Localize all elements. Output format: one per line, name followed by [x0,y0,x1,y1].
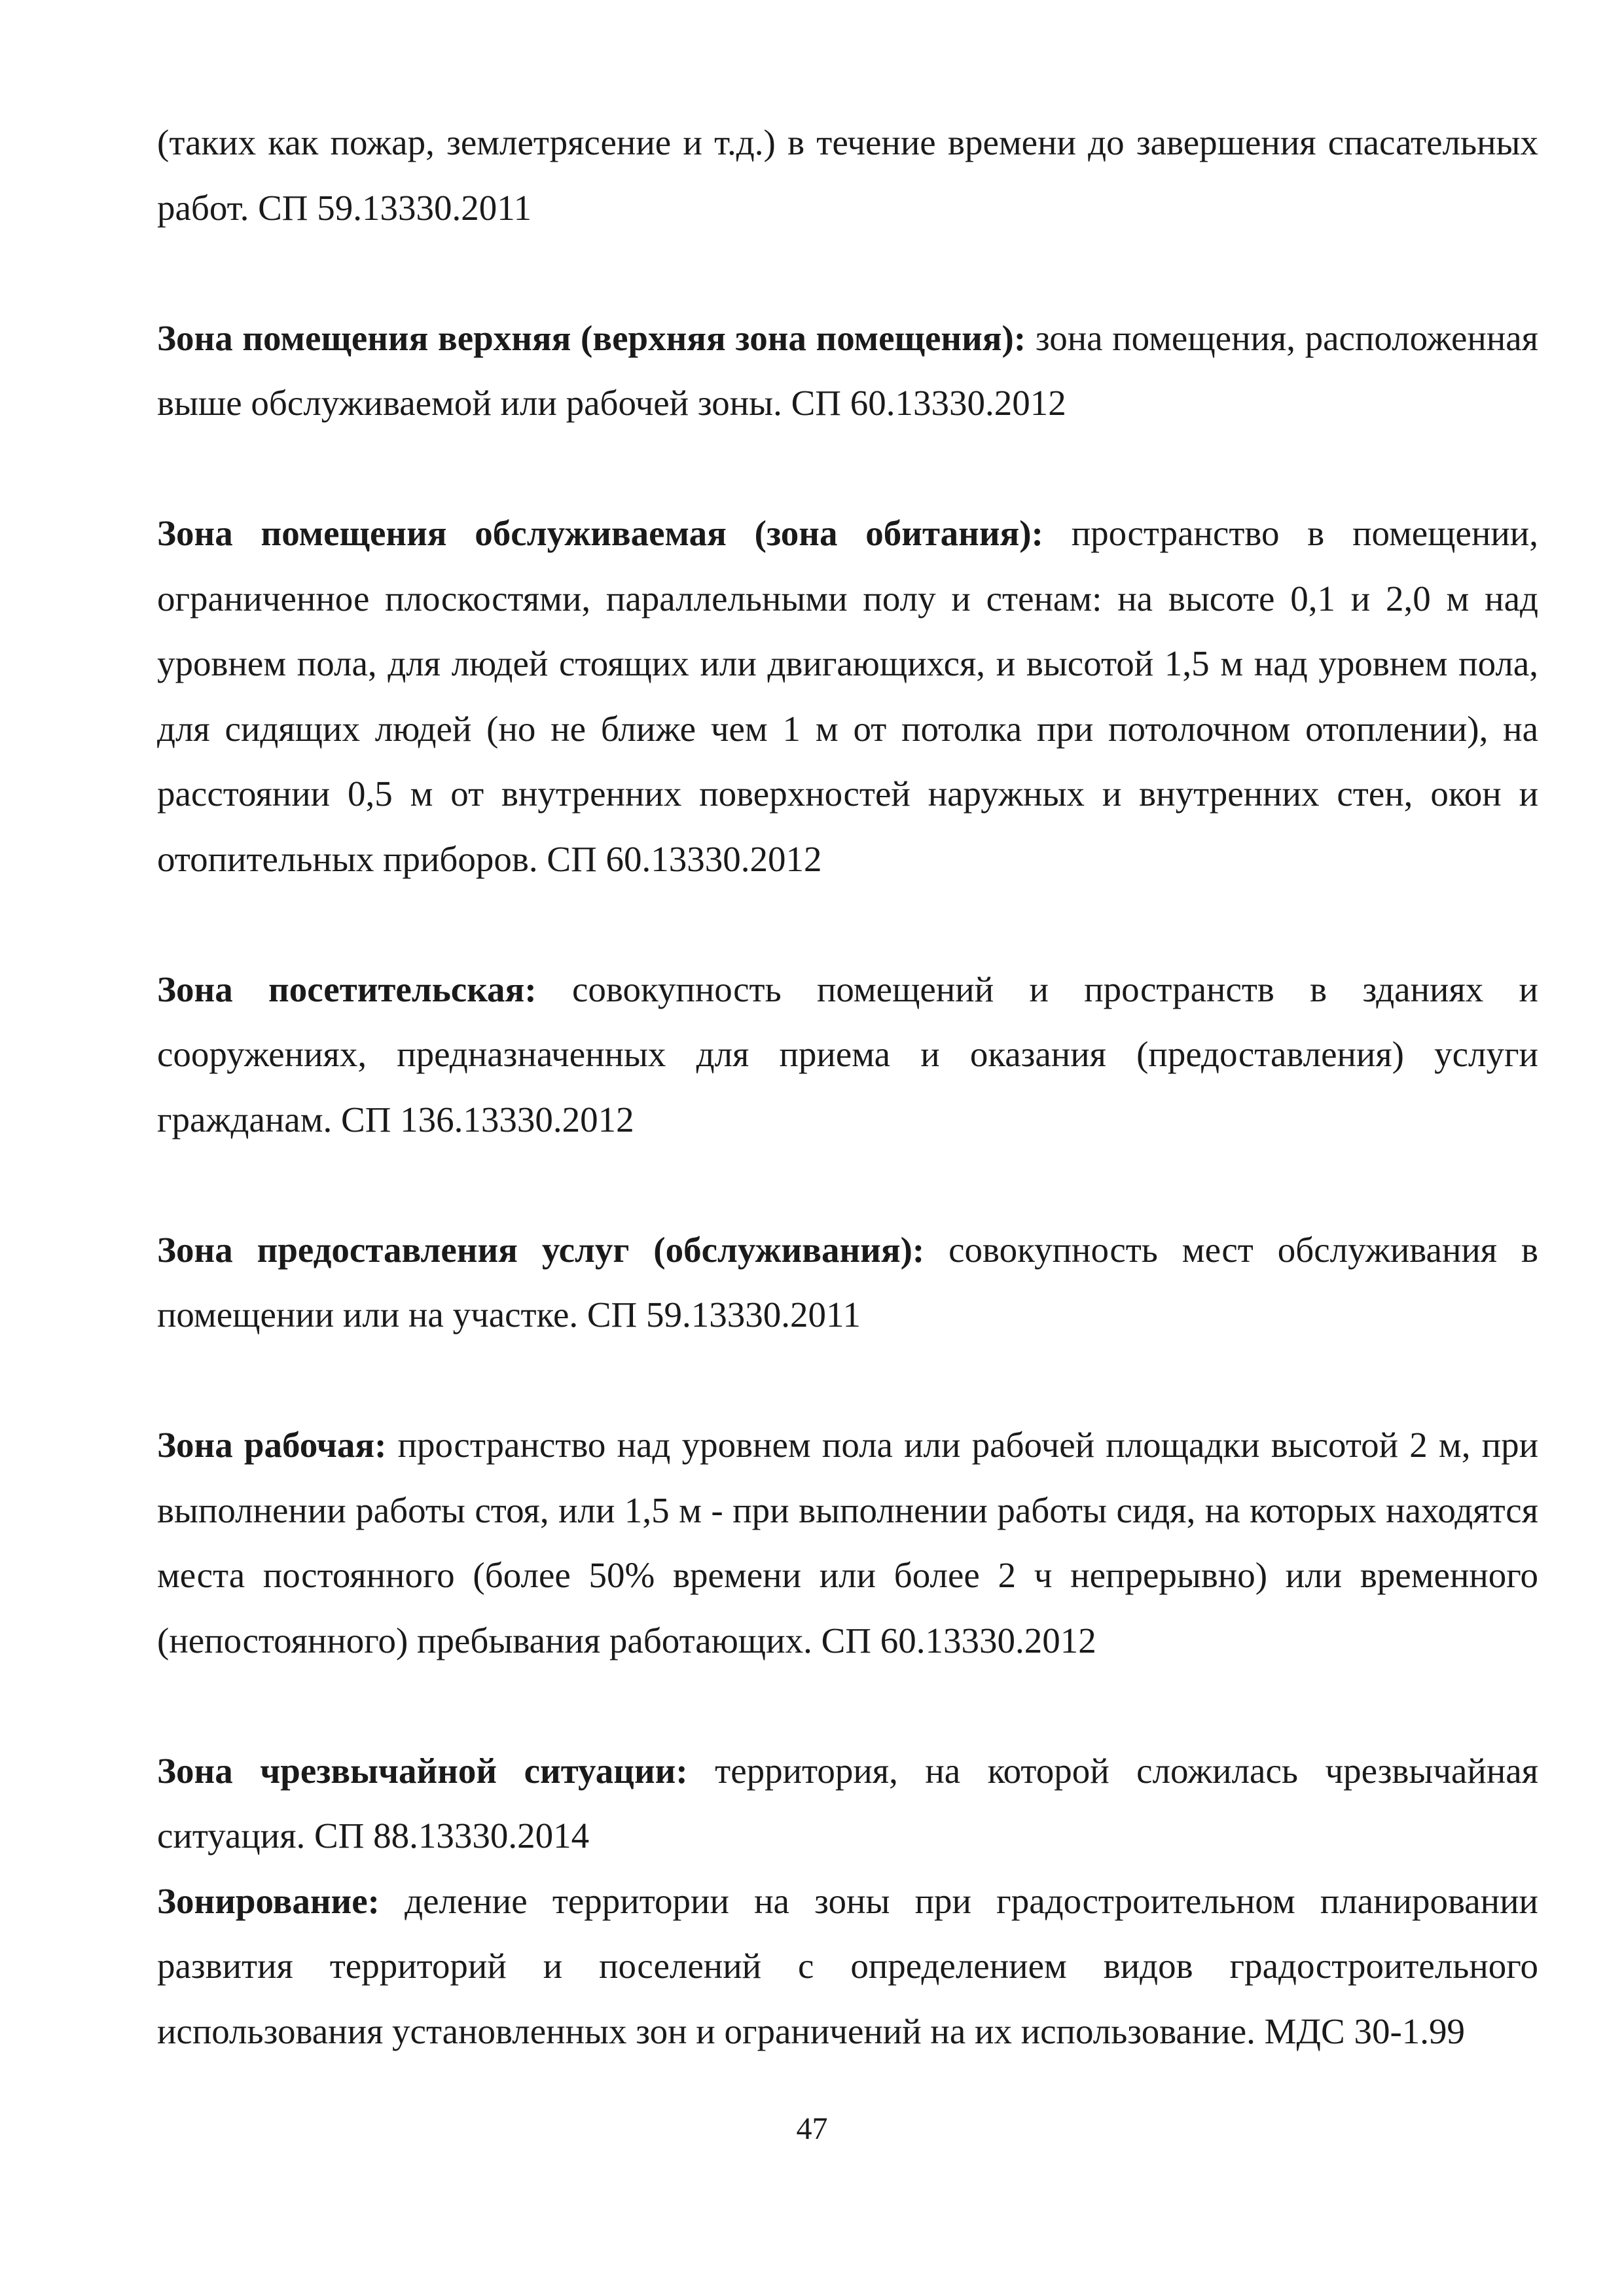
paragraph-gap [157,1673,1538,1738]
page-number: 47 [796,2111,828,2146]
term-heading: Зона посетительская: [157,969,537,1009]
definition-text: пространство в помещении, ограниченное плоскостями, параллельными полу и стенам: на высоте 0,1 и 2,0 м над уровнем пола, для людей стоящих или двигающихся, и высотой 1,5 м над уровнем пола, для сидящих людей (но не ближе чем 1 м от потолка при потолочном отоплении), на расстоянии 0,5 м от внутренних поверхностей наружных и внутренних стен, окон и отопительных приборов. СП 60.13330.2012 [157,513,1538,879]
term-heading: Зонирование: [157,1880,380,1921]
definition-occupied-zone [157,501,1538,891]
definition-zoning [157,1869,1538,2064]
definition-work-zone [157,1412,1538,1673]
definition-upper-room-zone [157,306,1538,436]
term-heading: Зона предоставления услуг (обслуживания): [157,1229,925,1270]
paragraph-continuation [157,110,1538,240]
definition-text: территория, на которой сложилась чрезвычайная ситуация. СП 88.13330.2014 [157,1750,1538,1856]
term-heading: Зона рабочая: [157,1425,387,1465]
term-heading: Зона помещения верхняя (верхняя зона помещения): [157,317,1026,358]
document-page-body [157,110,1538,2064]
definition-text: зона помещения, расположенная выше обслуживаемой или рабочей зоны. СП 60.13330.2012 [157,317,1539,423]
paragraph-gap [157,436,1538,501]
paragraph-gap [157,240,1538,306]
paragraph-gap [157,1348,1538,1413]
definition-text: пространство над уровнем пола или рабочей площадки высотой 2 м, при выполнении работы стоя, или 1,5 м - при выполнении работы сидя, на которых находятся места постоянного (более 50% времени или более 2 ч непрерывно) или временного (непостоянного) пребывания работающих. СП 60.13330.2012 [157,1425,1539,1660]
term-heading: Зона чрезвычайной ситуации: [157,1750,688,1791]
definition-visitor-zone [157,957,1538,1153]
definition-text: деление территории на зоны при градостроительном планировании развития территорий и поселений с определением видов градостроительного использования установленных зон и ограничений на их использование. МДС 30-1.99 [157,1880,1538,2051]
definition-text: совокупность помещений и пространств в зданиях и сооружениях, предназначенных для приема и оказания (предоставления) услуги гражданам. СП 136.13330.2012 [157,969,1538,1139]
term-heading: Зона помещения обслуживаемая (зона обитания): [157,513,1043,553]
definition-emergency-zone [157,1738,1538,1869]
paragraph-gap [157,891,1538,957]
definition-text: совокупность мест обслуживания в помещении или на участке. СП 59.13330.2011 [157,1229,1539,1335]
paragraph-gap [157,1152,1538,1217]
definition-service-zone [157,1217,1538,1348]
paragraph-text: (таких как пожар, землетрясение и т.д.) в течение времени до завершения спасательных работ. СП 59.13330.2011 [157,122,1538,228]
